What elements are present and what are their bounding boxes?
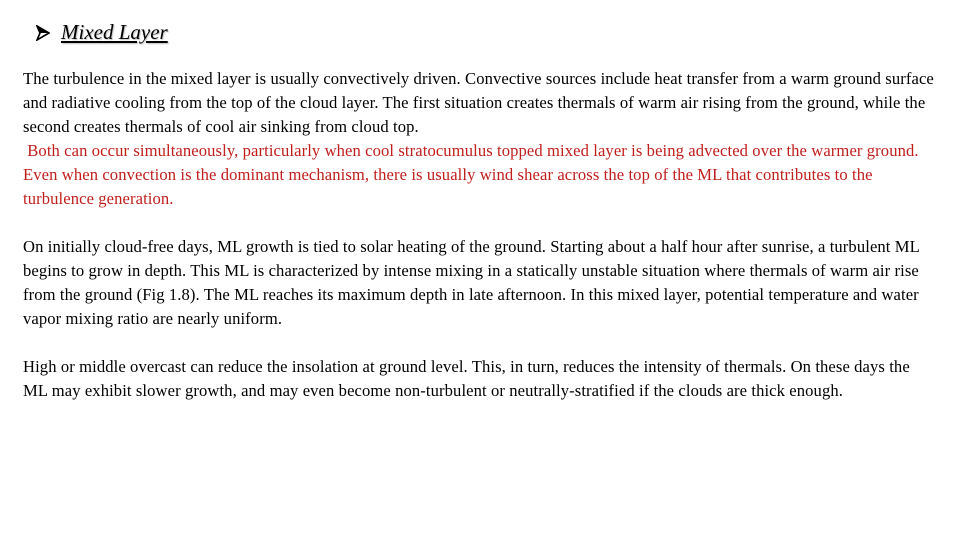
paragraph-wind-shear: Even when convection is the dominant mechanism, there is usually wind shear across the top of the ML that contributes to the turbulence generation. (23, 165, 873, 208)
paragraph-gap (23, 331, 938, 355)
paragraph-convective-sources: The turbulence in the mixed layer is usually convectively driven. Convective sources include heat transfer from a warm ground surface and radiative cooling from the top of the cloud layer. The first situation creates thermals of warm air rising from the ground, while the second creates thermals of cool air sinking from cloud top. (23, 69, 934, 136)
paragraph-cloud-free-days: On initially cloud-free days, ML growth is tied to solar heating of the ground. Starting about a half hour after sunrise, a turbulent ML begins to grow in depth. This ML is characterized by intense mixing in a statically unstable situation where thermals of warm air rise from the ground (Fig 1.8). The ML reaches its maximum depth in late afternoon. In this mixed layer, potential temperature and water vapor mixing ratio are nearly uniform. (23, 237, 920, 328)
paragraph-gap (23, 211, 938, 235)
arrowhead-bullet-icon (36, 25, 50, 41)
slide-title: Mixed Layer (61, 20, 168, 44)
paragraph-simultaneous: Both can occur simultaneously, particularly when cool stratocumulus topped mixed layer is being advected over the warmer ground. (23, 141, 919, 160)
slide-heading (36, 20, 168, 45)
body-text (23, 67, 938, 403)
paragraph-overcast: High or middle overcast can reduce the insolation at ground level. This, in turn, reduces the intensity of thermals. On these days the ML may exhibit slower growth, and may even become non-turbulent or neutrally-stratified if the clouds are thick enough. (23, 357, 910, 400)
